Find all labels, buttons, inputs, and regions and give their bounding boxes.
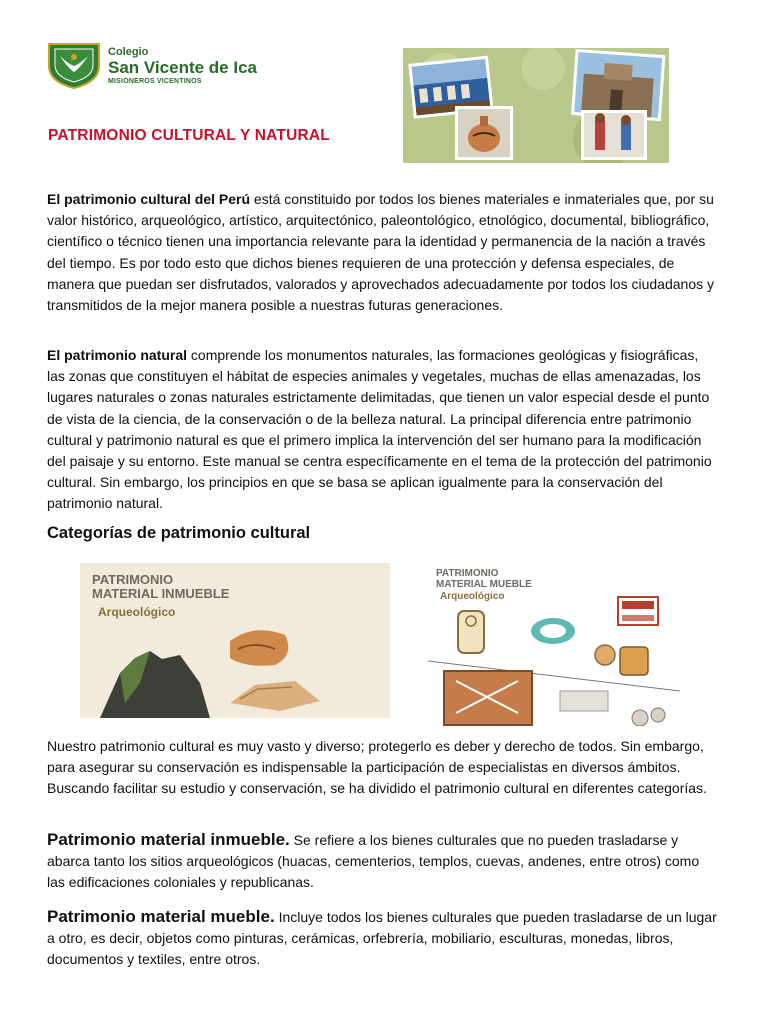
- paragraph-lead: El patrimonio natural: [47, 347, 188, 363]
- paragraph-body: Se refiere a los bienes culturales que no pueden trasladarse y abarca tanto los sitios arqueológicos (huacas, cementerios, templos, cuevas, andenes, entre otros) como las edificaciones coloniales y republicanas.: [47, 832, 700, 891]
- paragraph-body: está constituido por todos los bienes materiales e inmateriales que, por su valor histórico, arqueológico, artístico, arquitectónico, paleontológico, etnológico, documental, bibliográfico, científico o técnico tienen una importancia relevante para la identidad y permanencia de la nación a través del tiempo. Es por todo esto que dichos bienes requieren de una protección y defensa especiales, de manera que puedan ser disfrutados, valorados y aprovechados adecuadamente por todos los ciudadanos y transmitidos de la mejor manera posible a nuestras futuras generaciones.: [47, 191, 714, 314]
- paragraph-cultural-heritage: [47, 189, 719, 316]
- school-name-line1: Colegio: [108, 46, 149, 58]
- paragraph-natural-heritage: [47, 345, 719, 515]
- section-heading: Categorías de patrimonio cultural: [47, 524, 311, 542]
- paragraph-body: Incluye todos los bienes culturales que pueden trasladarse de un lugar a otro, es decir, objetos como pinturas, cerámicas, orfebrería, mobiliario, esculturas, monedas, libros, documentos y textiles, entre otros.: [47, 909, 717, 968]
- figure-title-line2: MATERIAL MUEBLE: [436, 579, 532, 590]
- heritage-photo-collage: [403, 48, 669, 163]
- paragraph-movable-heritage: [47, 906, 719, 971]
- school-name: [108, 46, 257, 86]
- figure-title-line1: PATRIMONIO: [436, 568, 499, 579]
- figure-subtitle: Arqueológico: [98, 605, 176, 619]
- paragraph-lead: El patrimonio cultural del Perú: [47, 191, 251, 207]
- figure-immovable-heritage: [80, 563, 390, 718]
- figure-title-line1: PATRIMONIO: [92, 572, 174, 587]
- school-motto: MISIONEROS VICENTINOS: [108, 78, 202, 85]
- figure-subtitle: Arqueológico: [440, 591, 505, 602]
- paragraph-lead: Patrimonio material inmueble.: [47, 830, 290, 849]
- school-name-line2: San Vicente de Ica: [108, 58, 257, 77]
- school-logo: [46, 42, 102, 90]
- paragraph-body: comprende los monumentos naturales, las formaciones geológicas y fisiográficas, las zonas que constituyen el hábitat de especies animales y vegetales, muchas de ellas amenazadas, los lugares naturales o zonas naturales estrictamente delimitadas, que tienen un valor especial desde el punto de vista de la ciencia, de la conservación o de la belleza natural. La principal diferencia entre patrimonio cultural y patrimonio natural es que el primero implica la intervención del ser humano para la modificación del paisaje y su entorno. Este manual se centra específicamente en el tema de la protección del patrimonio cultural. Sin embargo, los principios en que se basa se aplican igualmente para la conservación del patrimonio natural.: [47, 347, 712, 512]
- paragraph-immovable-heritage: [47, 829, 719, 894]
- figure-movable-heritage: [400, 563, 690, 726]
- paragraph-categories-intro: Nuestro patrimonio cultural es muy vasto y diverso; protegerlo es deber y derecho de todos. Sin embargo, para asegurar su conservación es indispensable la participación de especialistas en diversos ámbitos. Buscando facilitar su estudio y conservación, se ha dividido el patrimonio cultural en diferentes categorías.: [47, 738, 707, 797]
- paragraph-lead: Patrimonio material mueble.: [47, 907, 275, 926]
- figure-title-line2: MATERIAL INMUEBLE: [92, 586, 230, 601]
- document-title: PATRIMONIO CULTURAL Y NATURAL: [48, 127, 330, 144]
